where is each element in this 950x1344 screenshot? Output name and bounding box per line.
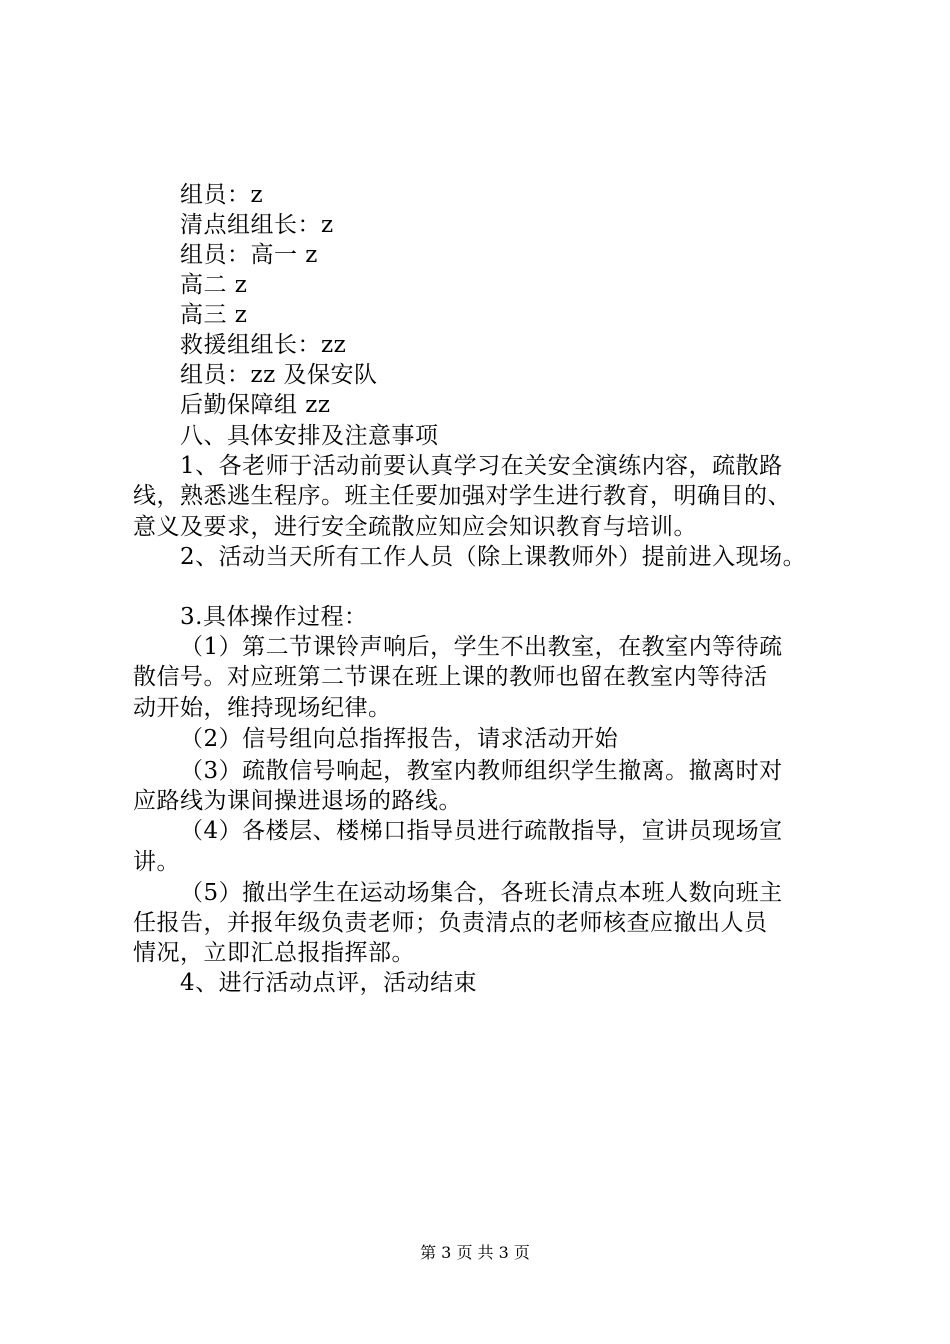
subheading: 3.具体操作过程：: [180, 604, 368, 630]
paragraph-line: （1）第二节课铃声响后，学生不出教室，在教室内等待疏: [180, 634, 783, 660]
paragraph-line: （5）撤出学生在运动场集合，各班长清点本班人数向班主: [180, 880, 783, 906]
text-line: 清点组组长：z: [180, 212, 334, 238]
text-line: 后勤保障组 zz: [180, 392, 331, 418]
text-line: 组员：z: [180, 182, 264, 208]
text-line: 救援组组长：zz: [180, 332, 347, 358]
section-heading: 八、具体安排及注意事项: [180, 423, 439, 449]
text-line: 组员：zz 及保安队: [180, 362, 378, 388]
paragraph-line: 1、各老师于活动前要认真学习在关安全演练内容，疏散路: [180, 453, 783, 479]
paragraph-line: 散信号。对应班第二节课在班上课的教师也留在教室内等待活: [133, 664, 768, 690]
paragraph-line: 情况，立即汇总报指挥部。: [133, 940, 415, 966]
paragraph-line: 4、进行活动点评，活动结束: [180, 970, 478, 996]
paragraph-line: 2、活动当天所有工作人员（除上课教师外）提前进入现场。: [180, 544, 807, 570]
text-line: 高三 z: [180, 302, 248, 328]
text-line: 组员：高一 z: [180, 242, 318, 268]
paragraph-line: （2）信号组向总指挥报告，请求活动开始: [180, 726, 619, 752]
paragraph-line: 任报告，并报年级负责老师；负责清点的老师核查应撤出人员: [133, 910, 768, 936]
text-line: 高二 z: [180, 272, 248, 298]
paragraph-line: 应路线为课间操进退场的路线。: [133, 788, 462, 814]
paragraph-line: 讲。: [133, 849, 180, 875]
page-footer: 第 3 页 共 3 页: [420, 1243, 530, 1262]
paragraph-line: 意义及要求，进行安全疏散应知应会知识教育与培训。: [133, 514, 697, 540]
paragraph-line: （4）各楼层、楼梯口指导员进行疏散指导，宣讲员现场宣: [180, 818, 783, 844]
paragraph-line: 动开始，维持现场纪律。: [133, 695, 392, 721]
paragraph-line: 线，熟悉逃生程序。班主任要加强对学生进行教育，明确目的、: [133, 483, 791, 509]
paragraph-line: （3）疏散信号响起，教室内教师组织学生撤离。撤离时对: [180, 758, 783, 784]
